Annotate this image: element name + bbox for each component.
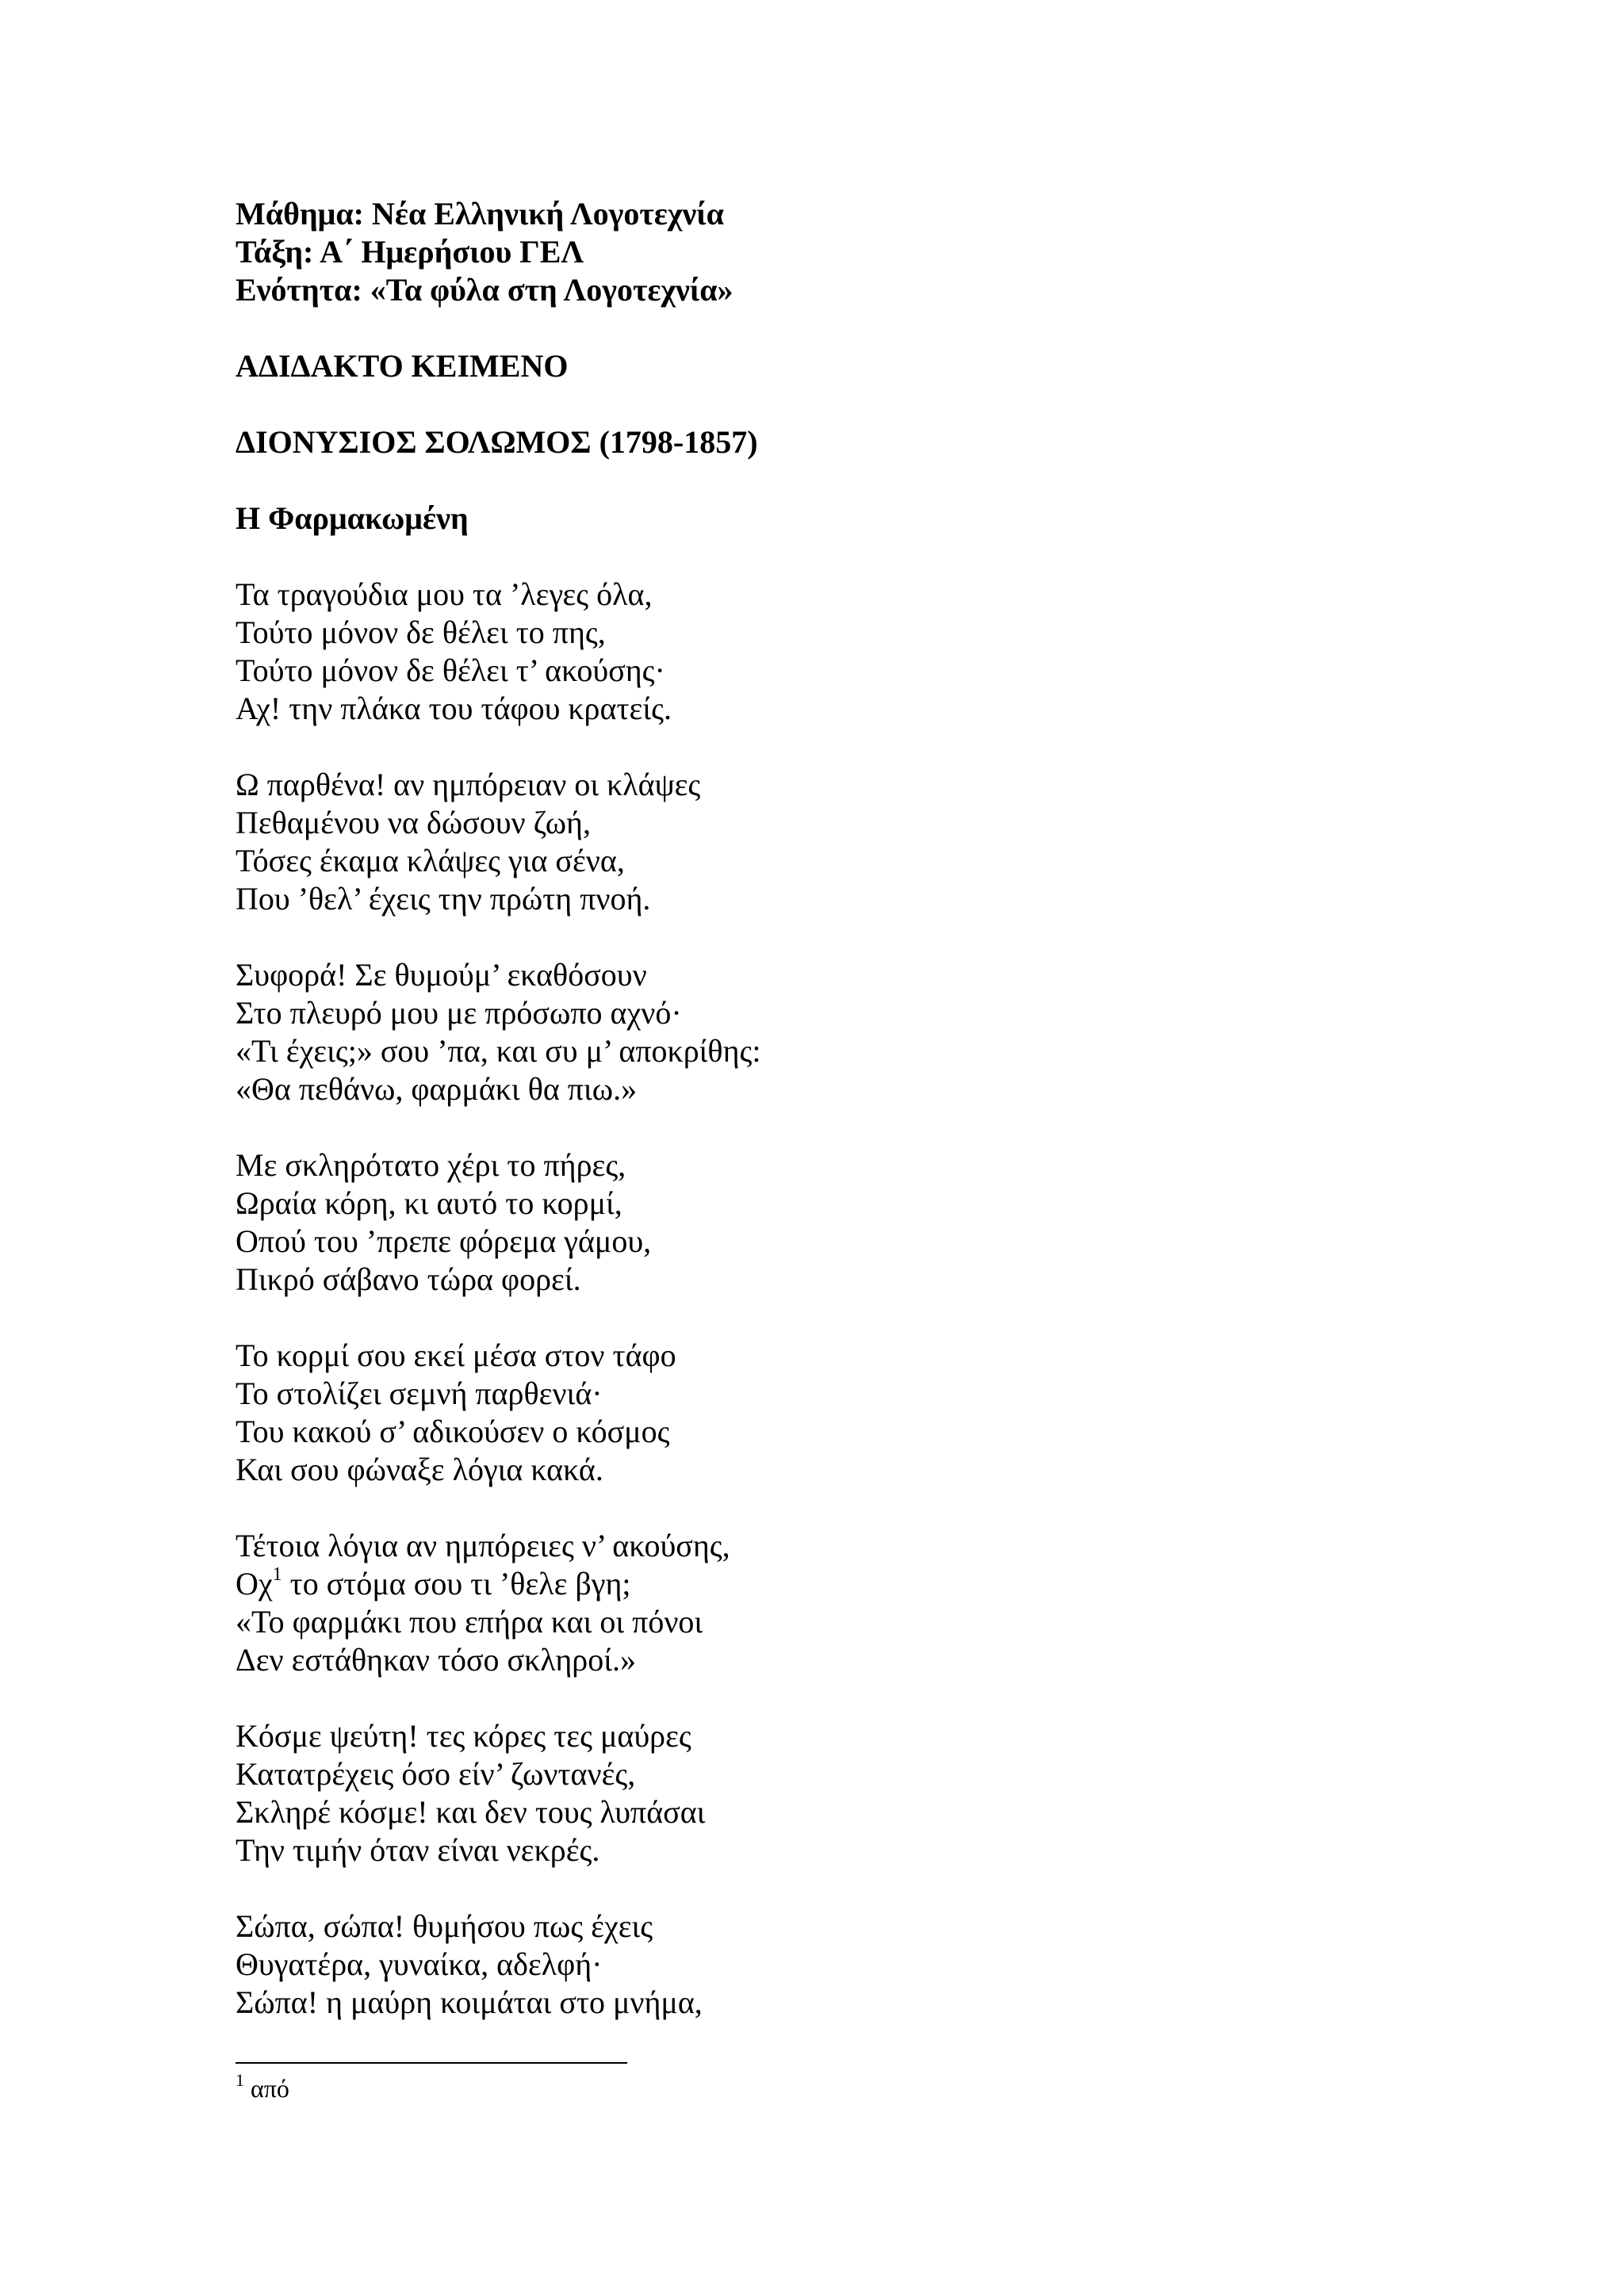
poem-line: Συφορά! Σε θυμούμ’ εκαθόσουν xyxy=(236,957,647,993)
stanza-3 xyxy=(236,956,1425,1108)
poem-line: Τόσες έκαμα κλάψες για σένα, xyxy=(236,843,625,878)
poem-line: Τα τραγούδια μου τα ’λεγες όλα, xyxy=(236,576,653,612)
poem-line: Πικρό σάβανο τώρα φορεί. xyxy=(236,1261,581,1297)
poem-line: Κόσμε ψεύτη! τες κόρες τες μαύρες xyxy=(236,1718,691,1754)
poem-line: Σώπα, σώπα! θυμήσου πως έχεις xyxy=(236,1908,653,1944)
poem-line-rest: το στόμα σου τι ’θελε βγη; xyxy=(282,1566,631,1601)
stanza-1 xyxy=(236,576,1425,728)
poem-line: «Το φαρμάκι που επήρα και οι πόνοι xyxy=(236,1604,703,1640)
poem-line: Τούτο μόνον δε θέλει το πης, xyxy=(236,614,606,650)
poem-line: Οπού του ’πρεπε φόρεμα γάμου, xyxy=(236,1223,652,1259)
footnote-reference[interactable]: 1 xyxy=(272,1563,282,1585)
footnote-separator xyxy=(236,2062,627,2064)
poem-line: Την τιμήν όταν είναι νεκρές. xyxy=(236,1832,600,1868)
poem-line: Και σου φώναξε λόγια κακά. xyxy=(236,1452,603,1487)
poem-line: Σώπα! η μαύρη κοιμάται στο μνήμα, xyxy=(236,1984,703,2020)
poem-line: Το κορμί σου εκεί μέσα στον τάφο xyxy=(236,1337,676,1373)
footnote xyxy=(236,2072,289,2104)
poem-line: «Θα πεθάνω, φαρμάκι θα πιω.» xyxy=(236,1071,638,1107)
stanza-6 xyxy=(236,1527,1425,1679)
poem-line: Με σκληρότατο χέρι το πήρες, xyxy=(236,1147,626,1183)
document-body xyxy=(236,195,1425,2022)
section-title: ΑΔΙΔΑΚΤΟ ΚΕΙΜΕΝΟ xyxy=(236,348,569,384)
poem-line: Σκληρέ κόσμε! και δεν τους λυπάσαι xyxy=(236,1794,706,1830)
poem-line: Που ’θελ’ έχεις την πρώτη πνοή. xyxy=(236,881,651,916)
stanza-5 xyxy=(236,1337,1425,1489)
poem-line: Πεθαμένου να δώσουν ζωή, xyxy=(236,805,591,840)
lesson-line: Μάθημα: Νέα Ελληνική Λογοτεχνία xyxy=(236,196,724,232)
author-heading: ΔΙΟΝΥΣΙΟΣ ΣΟΛΩΜΟΣ (1798-1857) xyxy=(236,424,758,460)
stanza-8 xyxy=(236,1908,1425,2022)
class-line: Τάξη: Α΄ Ημερήσιου ΓΕΛ xyxy=(236,234,584,270)
poem-line: Του κακού σ’ αδικούσεν ο κόσμος xyxy=(236,1414,670,1449)
poem-title: Η Φαρμακωμένη xyxy=(236,500,469,536)
poem-line-start: Οχ xyxy=(236,1566,273,1601)
poem-line: Το στολίζει σεμνή παρθενιά· xyxy=(236,1376,603,1411)
poem-line: Κατατρέχεις όσο είν’ ζωντανές, xyxy=(236,1756,636,1792)
stanza-2 xyxy=(236,766,1425,918)
poem-line: Θυγατέρα, γυναίκα, αδελφή· xyxy=(236,1946,603,1982)
unit-line: Ενότητα: «Τα φύλα στη Λογοτεχνία» xyxy=(236,272,733,308)
footnote-text: από xyxy=(244,2074,289,2103)
poem-line: Τούτο μόνον δε θέλει τ’ ακούσης· xyxy=(236,652,665,688)
poem-line: Ω παρθένα! αν ημπόρειαν οι κλάψες xyxy=(236,767,701,802)
poem-line: Στο πλευρό μου με πρόσωπο αχνό· xyxy=(236,995,682,1031)
footnote-marker: 1 xyxy=(236,2070,244,2091)
stanza-7 xyxy=(236,1717,1425,1869)
poem-line: «Τι έχεις;» σου ’πα, και συ μ’ αποκρίθης: xyxy=(236,1033,761,1069)
poem-line: Δεν εστάθηκαν τόσο σκληροί.» xyxy=(236,1642,636,1678)
poem-line: Τέτοια λόγια αν ημπόρειες ν’ ακούσης, xyxy=(236,1528,730,1563)
stanza-4 xyxy=(236,1146,1425,1299)
poem-line: Αχ! την πλάκα του τάφου κρατείς. xyxy=(236,691,672,726)
poem-line: Ωραία κόρη, κι αυτό το κορμί, xyxy=(236,1185,622,1221)
poem-line-with-footnote xyxy=(236,1565,1425,1603)
